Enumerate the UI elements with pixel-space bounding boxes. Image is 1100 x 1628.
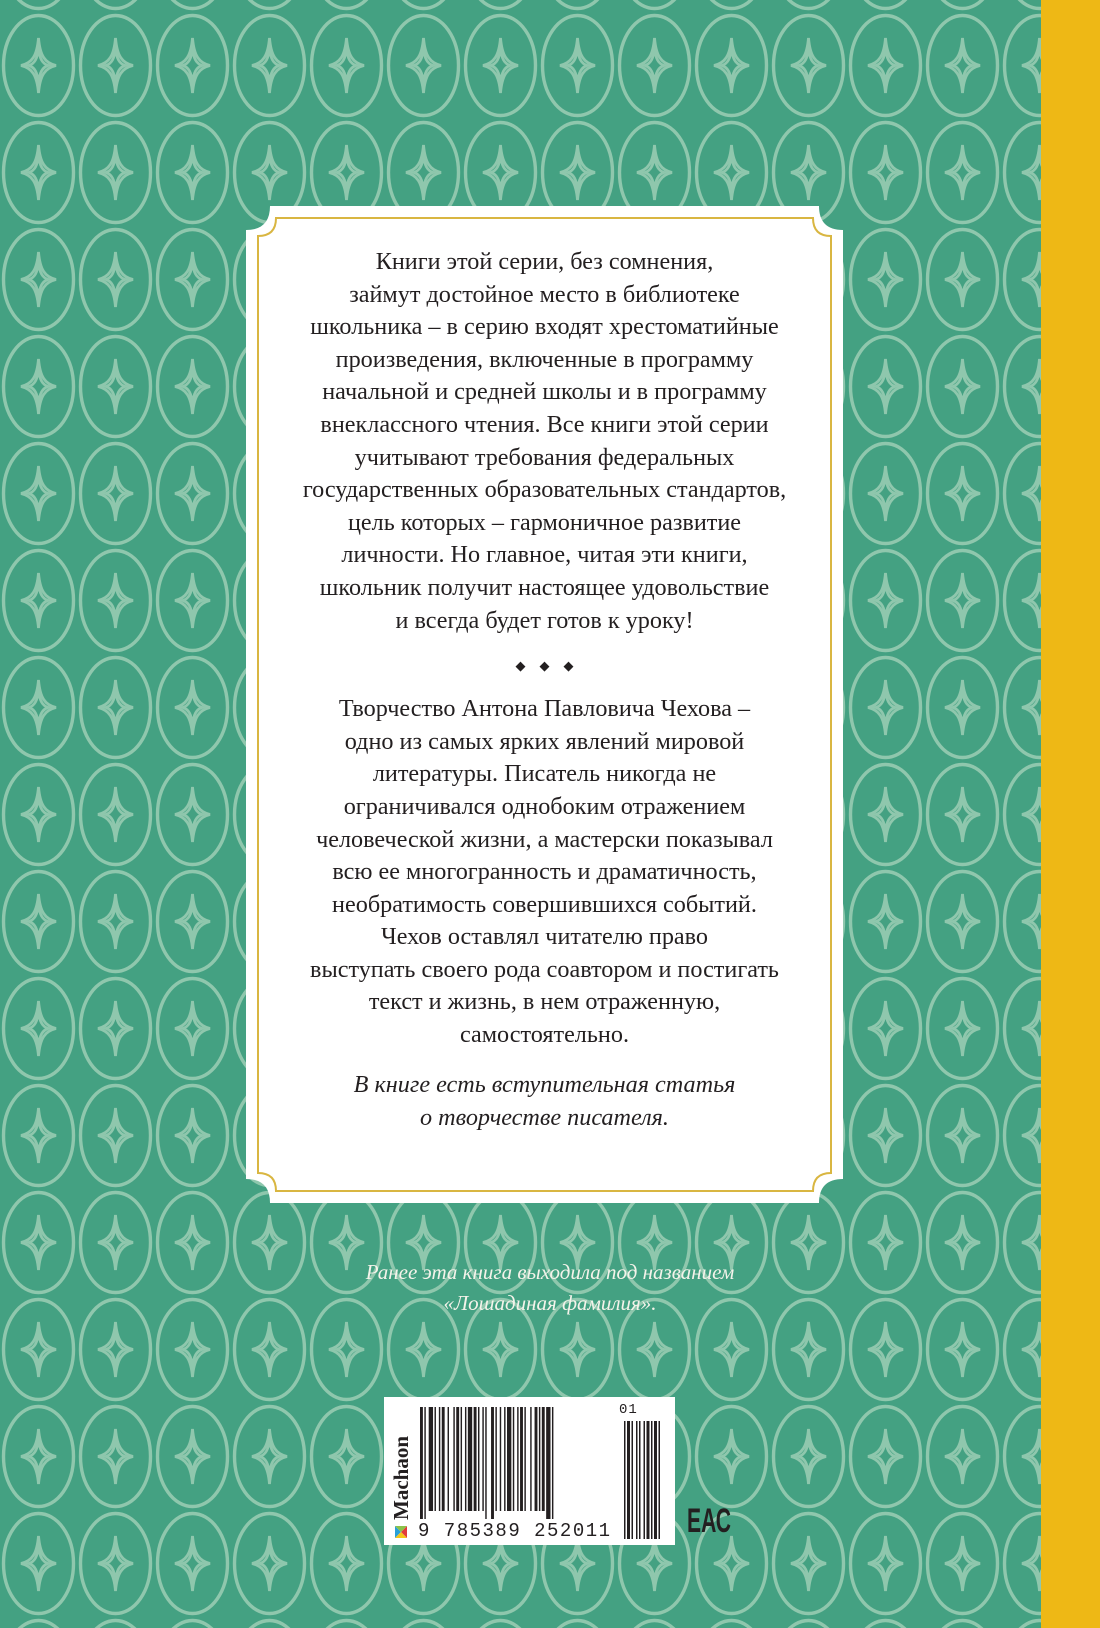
barcode-bar	[504, 1407, 505, 1511]
text-line: ограничивался однобоким отражением	[343, 792, 746, 820]
text-line: текст и жизнь, в нем отраженную,	[368, 988, 721, 1016]
barcode-bar	[465, 1407, 466, 1511]
barcode-bar	[456, 1407, 459, 1511]
panel-body	[256, 246, 833, 1134]
text-line: произведения, включенные в программу	[335, 345, 754, 373]
text-line: внеклассного чтения. Все книги этой серии	[320, 410, 769, 438]
barcode-addon-bar	[632, 1421, 634, 1539]
text-line: Книги этой серии, без сомнения,	[375, 248, 714, 275]
barcode-addon-bars	[624, 1421, 660, 1539]
text-line: займут достойное место в библиотеке	[349, 280, 740, 308]
barcode-bar	[420, 1407, 423, 1519]
text-line: «Лошадиная фамилия».	[443, 1291, 657, 1315]
barcode-addon-bar	[644, 1421, 646, 1539]
barcode-addon-bar	[654, 1421, 657, 1539]
barcode-addon-bar	[624, 1421, 626, 1539]
series-description	[256, 246, 833, 637]
barcode-digits: 9 785389 252011	[418, 1520, 612, 1542]
barcode-bar	[513, 1407, 514, 1511]
text-line: о творчестве писателя.	[420, 1103, 669, 1131]
barcode-bar	[520, 1407, 523, 1511]
barcode-bar	[539, 1407, 540, 1511]
barcode-bar	[542, 1407, 545, 1511]
barcode-addon-bar	[647, 1421, 650, 1539]
barcode-addon-bar	[636, 1421, 638, 1539]
barcode-bar	[435, 1407, 436, 1511]
barcode-bar	[495, 1407, 496, 1511]
text-line: начальной и средней школы и в программу	[322, 378, 767, 406]
barcode-bar	[439, 1407, 440, 1511]
text-line: школьник получит настоящее удовольствие	[319, 573, 770, 601]
barcode-bar	[507, 1407, 511, 1511]
previous-title-note	[250, 1257, 850, 1319]
text-line: одно из самых ярких явлений мировой	[344, 727, 745, 755]
butterfly-icon	[395, 1526, 407, 1538]
eac-mark-text: ЕАС	[687, 1502, 731, 1540]
text-line: и всегда будет готов к уроку!	[395, 606, 694, 634]
text-line: школьника – в серию входят хрестоматийные	[310, 313, 779, 341]
barcode-bars	[420, 1407, 553, 1519]
barcode-bar	[517, 1407, 518, 1511]
barcode-addon-bar	[639, 1421, 641, 1539]
text-line: государственных образовательных стандартов,	[302, 476, 787, 504]
publisher-name: Machaon	[389, 1436, 413, 1520]
text-line: необратимость совершившихся событий.	[332, 890, 757, 918]
barcode-bar	[535, 1407, 538, 1511]
barcode-bar	[448, 1407, 449, 1511]
diamond-divider: ◆◆◆	[515, 659, 588, 675]
barcode-bar	[491, 1407, 494, 1519]
barcode-bar	[485, 1407, 486, 1519]
text-line: Чехов оставлял читателю право	[380, 923, 708, 951]
text-line: Творчество Антона Павловича Чехова –	[338, 695, 751, 723]
text-line: учитывают требования федеральных	[354, 443, 735, 471]
barcode-bar	[552, 1407, 553, 1519]
text-line: В книге есть вступительная статья	[353, 1070, 736, 1098]
barcode-bar	[524, 1407, 525, 1511]
barcode-bar	[478, 1407, 479, 1511]
text-line: цель которых – гармоничное развитие	[347, 508, 742, 536]
machaon-logo	[386, 1402, 416, 1542]
yellow-spine-strip	[1041, 0, 1100, 1628]
barcode-addon-digits: 01	[619, 1402, 638, 1418]
barcode-bar	[482, 1407, 483, 1511]
barcode-bar	[442, 1407, 445, 1511]
barcode-bar	[461, 1407, 462, 1511]
barcode-bar	[429, 1407, 433, 1511]
text-panel	[246, 206, 843, 1203]
barcode-bar	[468, 1407, 472, 1511]
eac-certification-mark	[686, 1500, 732, 1540]
text-line: Ранее эта книга выходила под названием	[365, 1260, 735, 1284]
text-line: литературы. Писатель никогда не	[372, 760, 717, 788]
barcode-bar	[424, 1407, 425, 1519]
intro-article-note	[256, 1068, 833, 1134]
text-line: личности. Но главное, читая эти книги,	[341, 541, 748, 569]
text-line: самостоятельно.	[459, 1021, 629, 1049]
barcode-addon-bar	[651, 1421, 653, 1539]
text-line: выступать своего рода соавтором и постигать	[310, 955, 779, 983]
barcode-bar	[474, 1407, 477, 1511]
barcode-addon-bar	[627, 1421, 630, 1539]
barcode-bar	[500, 1407, 501, 1511]
text-line: всю ее многогранность и драматичность,	[332, 858, 757, 886]
text-line: человеческой жизни, а мастерски показывал	[316, 825, 773, 853]
chekhov-description	[256, 693, 833, 1052]
barcode-addon-bar	[659, 1421, 661, 1539]
barcode-bar	[453, 1407, 454, 1511]
barcode-bar	[546, 1407, 550, 1519]
barcode-bar	[530, 1407, 531, 1511]
